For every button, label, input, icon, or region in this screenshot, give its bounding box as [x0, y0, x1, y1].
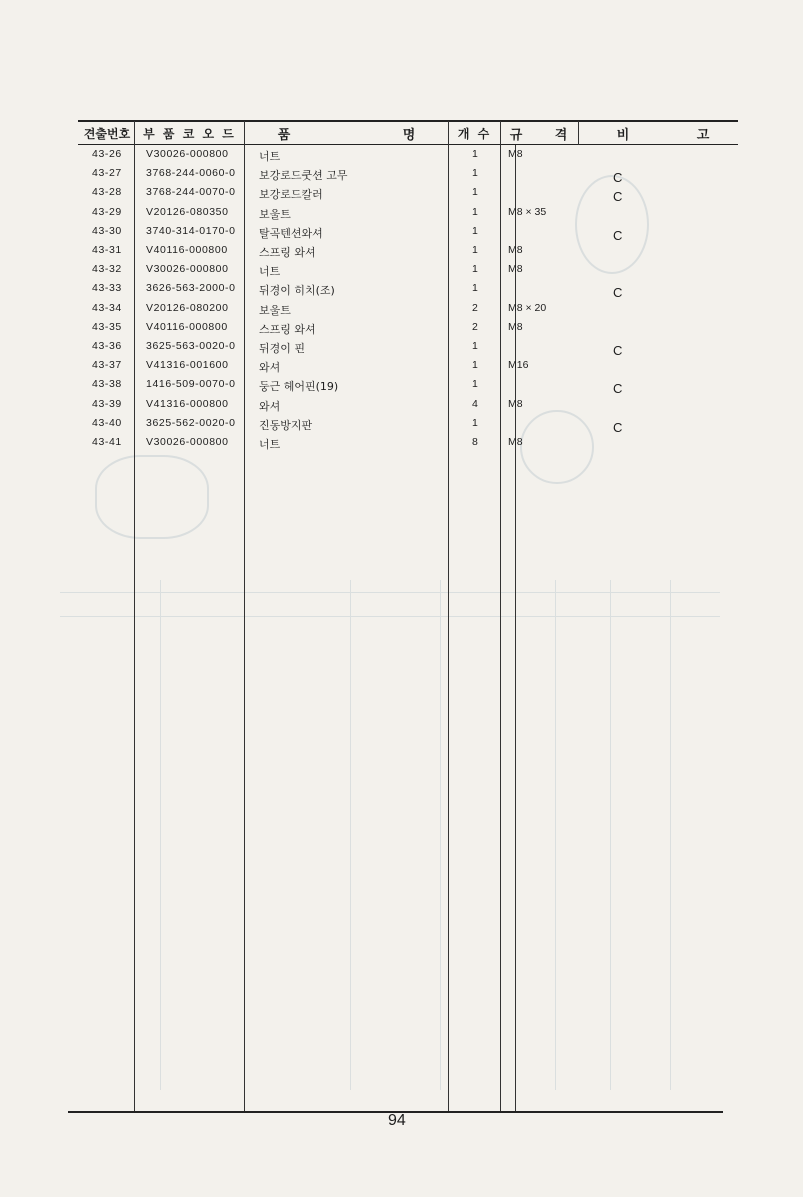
quantity: 1	[472, 378, 478, 391]
remark: C	[613, 419, 623, 435]
table-row	[0, 378, 803, 397]
part-code: 3768-244-0070-0	[146, 186, 236, 199]
specification: M8	[508, 320, 523, 333]
quantity: 2	[472, 301, 478, 314]
part-code: V30026-000800	[146, 436, 229, 448]
table-row	[0, 398, 803, 417]
part-number: 43-37	[92, 359, 122, 372]
part-name: 뒤경이 핀	[259, 342, 306, 355]
part-name: 탈곡텐션와셔	[259, 226, 323, 240]
column-divider	[578, 121, 579, 145]
quantity: 1	[472, 167, 478, 180]
quantity: 1	[472, 282, 478, 295]
part-number: 43-27	[92, 167, 122, 180]
quantity: 1	[472, 244, 478, 256]
specification: M8 × 20	[508, 301, 547, 314]
header-part-number: 견출번호	[83, 126, 131, 141]
table-row	[0, 302, 803, 321]
remark: C	[613, 189, 623, 205]
part-code: 3740-314-0170-0	[146, 224, 236, 237]
table-row	[0, 263, 803, 282]
quantity: 1	[472, 186, 478, 199]
part-code: V40116-000800	[146, 244, 228, 256]
part-code: 3625-562-0020-0	[146, 416, 236, 429]
specification: M8	[508, 263, 523, 276]
part-name: 너트	[259, 265, 281, 279]
quantity: 1	[472, 416, 478, 429]
part-name: 보강로드쿳션 고무	[259, 169, 348, 183]
table-row	[0, 186, 803, 205]
part-name: 너트	[259, 150, 281, 163]
part-name: 와셔	[259, 361, 281, 375]
quantity: 2	[472, 320, 478, 333]
specification: M8	[508, 244, 523, 256]
part-name: 진동방지판	[259, 418, 313, 432]
header-spec-right: 격	[554, 127, 570, 143]
remark: C	[613, 170, 623, 186]
quantity: 1	[472, 205, 478, 218]
header-note-left: 비	[616, 127, 632, 143]
table-row	[0, 417, 803, 436]
remark: C	[613, 227, 623, 243]
part-name: 보울트	[259, 303, 291, 317]
part-name: 스프링 와셔	[259, 246, 316, 259]
part-number: 43-32	[92, 263, 122, 276]
specification: M8	[508, 397, 523, 410]
part-name: 너트	[259, 438, 281, 451]
part-code: V40116-000800	[146, 320, 228, 333]
part-code: V20126-080350	[146, 205, 229, 218]
part-number: 43-40	[92, 416, 122, 429]
quantity: 1	[472, 224, 478, 237]
table-row	[0, 282, 803, 301]
header-quantity: 개 수	[457, 126, 492, 141]
remark: C	[613, 343, 623, 358]
reverse-diagram-ghost	[95, 455, 209, 539]
part-number: 43-36	[92, 340, 122, 352]
part-code: 1416-509-0070-0	[146, 378, 236, 391]
remark: C	[613, 285, 623, 301]
page-number: 94	[388, 1112, 406, 1129]
header-spec-left: 규	[509, 127, 525, 143]
part-code: 3768-244-0060-0	[146, 167, 236, 180]
part-name: 둥근 헤어핀(19)	[259, 380, 339, 394]
quantity: 8	[472, 436, 478, 448]
header-part-code: 부 품 코 오 드	[143, 126, 236, 141]
specification: M8	[508, 148, 523, 160]
quantity: 1	[472, 263, 478, 276]
part-code: V41316-001600	[146, 359, 229, 372]
part-number: 43-41	[92, 436, 122, 448]
part-code: 3625-563-0020-0	[146, 340, 236, 352]
header-name-right: 명	[402, 127, 418, 143]
table-row	[0, 321, 803, 340]
part-number: 43-33	[92, 282, 122, 295]
part-number: 43-28	[92, 186, 122, 199]
part-name: 보강로드칼러	[259, 188, 323, 202]
table-row	[0, 436, 803, 455]
table-row	[0, 148, 803, 167]
table-row	[0, 359, 803, 378]
part-number: 43-30	[92, 224, 122, 237]
part-code: V30026-000800	[146, 263, 229, 276]
part-code: 3626-563-2000-0	[146, 282, 236, 295]
part-name: 스프링 와셔	[259, 322, 316, 336]
part-number: 43-38	[92, 378, 122, 391]
part-number: 43-29	[92, 205, 122, 218]
quantity: 1	[472, 148, 478, 160]
part-number: 43-34	[92, 301, 122, 314]
part-name: 와셔	[259, 399, 281, 413]
remark: C	[613, 381, 623, 397]
table-row	[0, 206, 803, 225]
header-note-right: 고	[696, 127, 712, 143]
table-row	[0, 340, 803, 359]
part-number: 43-31	[92, 244, 122, 256]
part-number: 43-35	[92, 320, 122, 333]
reverse-side-bleed	[60, 580, 720, 1090]
quantity: 1	[472, 340, 478, 352]
part-code: V20126-080200	[146, 301, 229, 314]
specification: M8	[508, 436, 523, 448]
part-number: 43-39	[92, 397, 122, 410]
specification: M8 × 35	[508, 205, 547, 218]
table-row	[0, 225, 803, 244]
header-name-left: 품	[277, 127, 293, 143]
part-code: V41316-000800	[146, 397, 229, 410]
table-row	[0, 167, 803, 186]
part-number: 43-26	[92, 148, 122, 160]
specification: M16	[508, 359, 529, 372]
part-name: 뒤경이 히치(조)	[259, 284, 335, 298]
part-code: V30026-000800	[146, 148, 229, 160]
table-row	[0, 244, 803, 263]
part-name: 보울트	[259, 207, 291, 221]
quantity: 4	[472, 397, 478, 410]
quantity: 1	[472, 359, 478, 372]
